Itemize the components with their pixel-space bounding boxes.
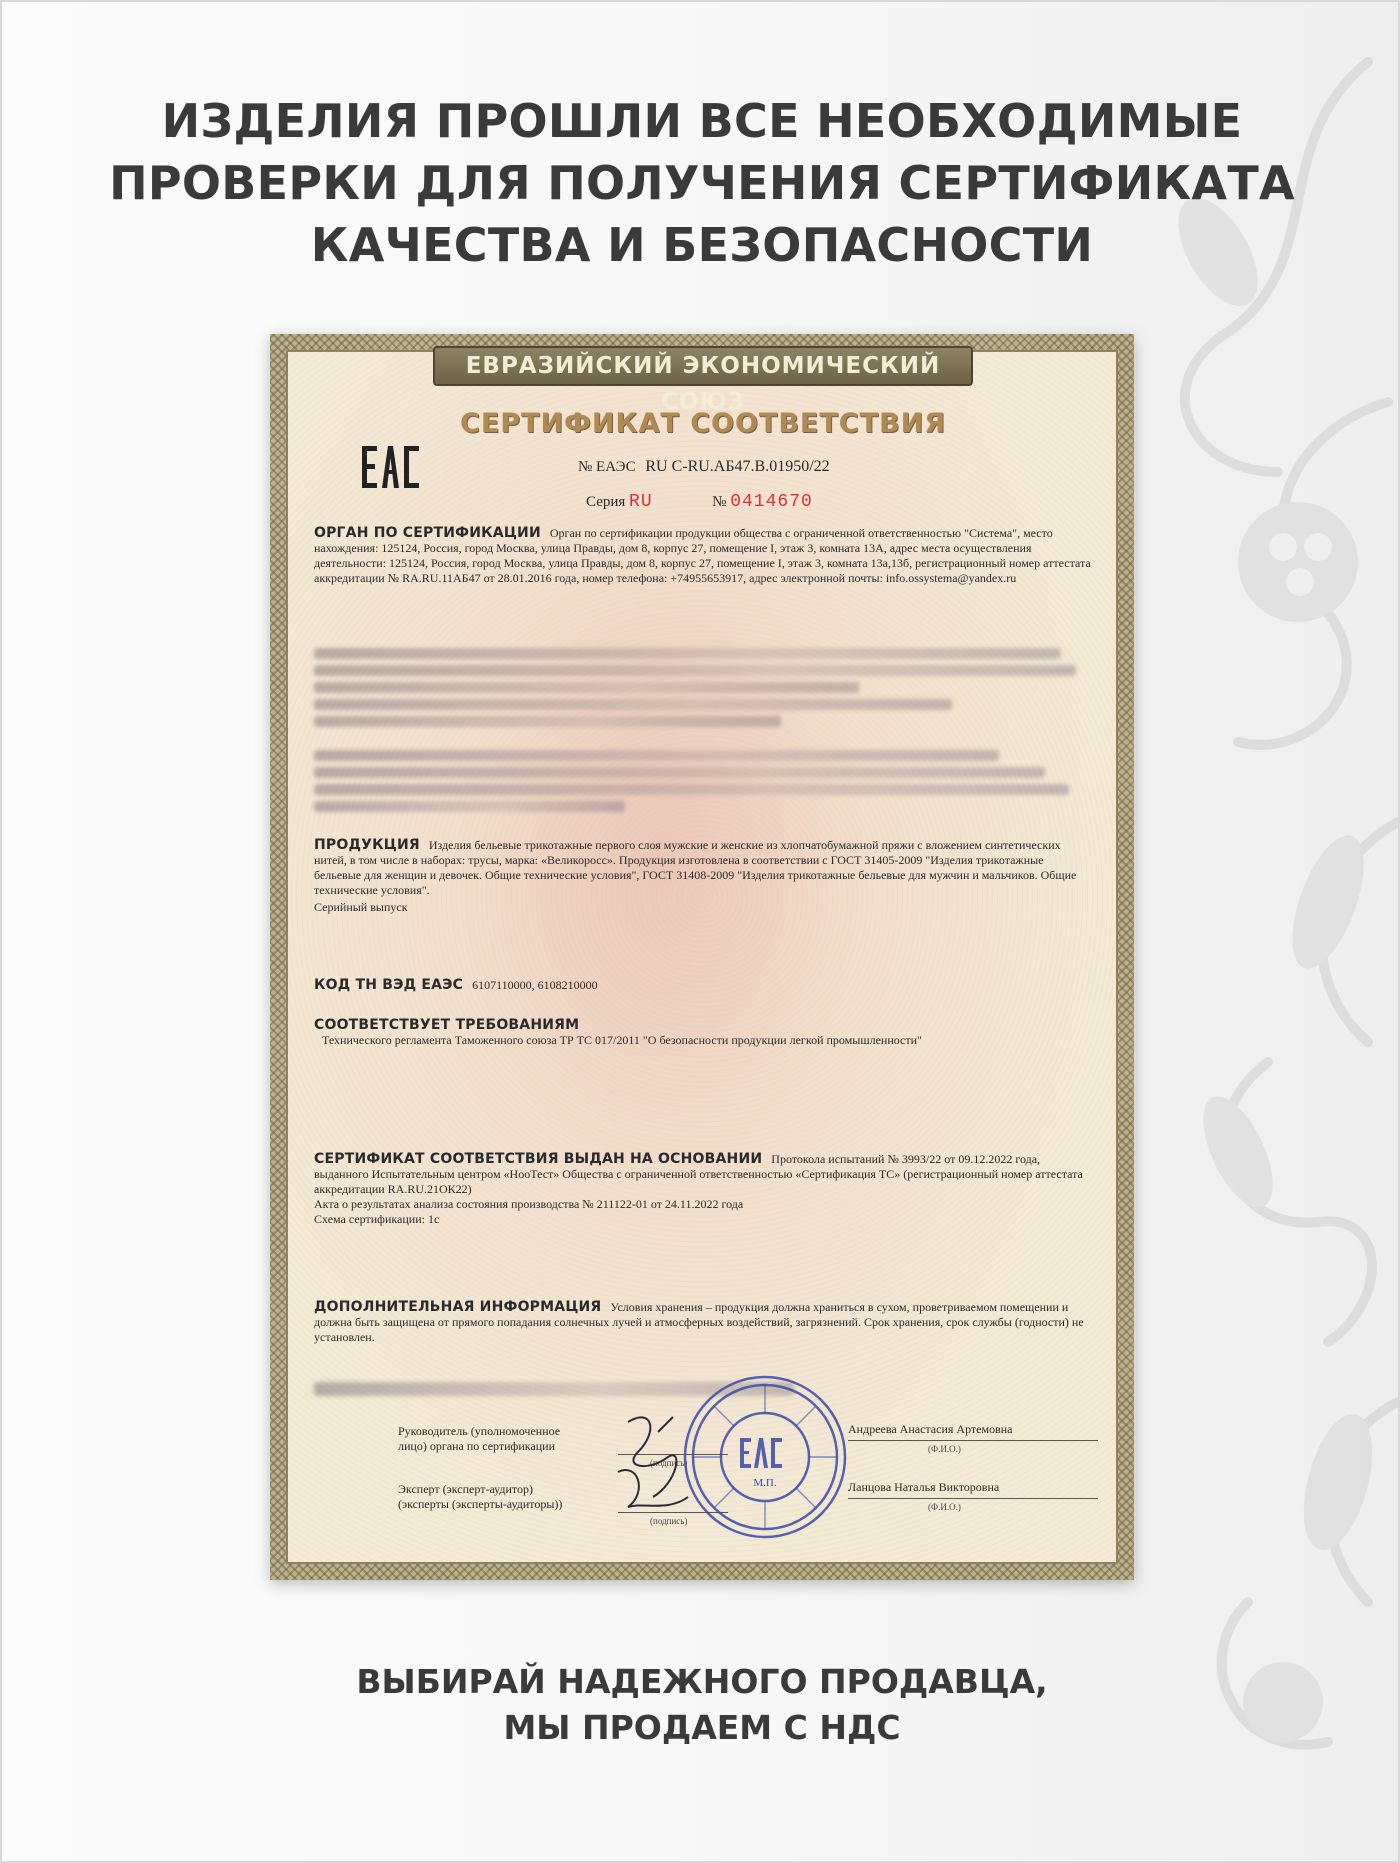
headline-line-1: ИЗДЕЛИЯ ПРОШЛИ ВСЕ НЕОБХОДИМЫЕ: [161, 94, 1243, 148]
eac-logo-icon: [360, 438, 422, 496]
expert-name: Ланцова Наталья Викторовна: [848, 1480, 1000, 1494]
footer-line-2: МЫ ПРОДАЕМ С НДС: [503, 1708, 901, 1747]
basis-text: Протокола испытаний № 3993/22 от 09.12.2022 года, выданного Испытательным центром «НооТест» Общества с ограниченной ответственностью «Сертификация ТС» (регистрационный номер аттестата аккредитации RA.RU.21ОК22): [314, 1152, 1083, 1196]
product-text: Изделия бельевые трикотажные первого слоя мужские и женские из хлопчатобумажной пряжи с вложением синтетических нитей, в том числе в наборах: трусы, марка: «Великоросс». Продукция изготовлена в соответствии с ГОСТ 31405-2009 "Изделия трикотажные бельевые для женщин и девочек. Общие технические условия", ГОСТ 31408-2009 "Изделия трикотажные бельевые для мужчин и мальчиков. Общие технические условия".: [314, 838, 1077, 897]
hs-code-label: КОД ТН ВЭД ЕАЭС: [314, 977, 464, 993]
additional-info-label: ДОПОЛНИТЕЛЬНАЯ ИНФОРМАЦИЯ: [314, 1299, 602, 1315]
seal-stamp-icon: [680, 1372, 850, 1542]
requirements-text: Технического регламента Таможенного союза ТР ТС 017/2011 "О безопасности продукции легкой промышленности": [322, 1033, 922, 1047]
signature-area: [288, 1362, 1116, 1562]
basis-section: [314, 1152, 1092, 1227]
certification-body-label: ОРГАН ПО СЕРТИФИКАЦИИ: [314, 525, 541, 541]
requirements-label: СООТВЕТСТВУЕТ ТРЕБОВАНИЯМ: [314, 1017, 580, 1033]
certificate-title: СЕРТИФИКАТ СООТВЕТСТВИЯ: [460, 408, 946, 439]
requirements-section: [314, 1018, 1092, 1048]
certificate-body: [286, 350, 1118, 1564]
additional-info-text: Условия хранения – продукция должна храниться в сухом, проветриваемом помещении и должна быть защищена от прямого попадания солнечных лучей и атмосферных воздействий, загрязнений. Срок хранения, срок службы (годности) не установлен.: [314, 1300, 1084, 1344]
headline-line-2: ПРОВЕРКИ ДЛЯ ПОЛУЧЕНИЯ СЕРТИФИКАТА: [109, 156, 1295, 210]
stamp-mp: М.П.: [753, 1477, 777, 1489]
head-name: Андреева Анастасия Артемовна: [848, 1422, 1013, 1436]
certification-body-section: [314, 526, 1092, 586]
footer-line-1: ВЫБИРАЙ НАДЕЖНОГО ПРОДАВЦА,: [356, 1662, 1048, 1701]
additional-info-section: [314, 1300, 1092, 1345]
series-row: [586, 492, 813, 512]
serial-value: 0414670: [730, 492, 813, 512]
serial-label: №: [712, 494, 727, 510]
applicant-redacted: [314, 642, 1092, 733]
hs-code-section: [314, 978, 1092, 993]
headline: [62, 90, 1342, 276]
basis-label: СЕРТИФИКАТ СООТВЕТСТВИЯ ВЫДАН НА ОСНОВАНИИ: [314, 1151, 763, 1167]
product-release: Серийный выпуск: [314, 900, 408, 914]
head-label: Руководитель (уполномоченное лицо) органа по сертификации: [398, 1424, 561, 1453]
headline-line-3: КАЧЕСТВА И БЕЗОПАСНОСТИ: [310, 218, 1094, 272]
certificate-number: RU C-RU.АБ47.В.01950/22: [645, 458, 830, 475]
basis-act: Акта о результатах анализа состояния производства № 211122-01 от 24.11.2022 года: [314, 1197, 744, 1211]
manufacturer-redacted: [314, 744, 1092, 818]
expert-sign-caption: (подпись): [650, 1516, 688, 1526]
hs-code-value: 6107110000, 6108210000: [472, 978, 598, 992]
product-section: [314, 838, 1092, 915]
head-sign-caption: (подпись): [650, 1458, 688, 1468]
expert-label: Эксперт (эксперт-аудитор) (эксперты (эксперты-аудиторы)): [398, 1482, 563, 1511]
head-fio-caption: (Ф.И.О.): [928, 1444, 961, 1454]
footer-slogan: [102, 1659, 1302, 1751]
expert-fio-caption: (Ф.И.О.): [928, 1502, 961, 1512]
certificate: [270, 334, 1134, 1580]
series-label: Серия: [586, 494, 626, 510]
union-banner: ЕВРАЗИЙСКИЙ ЭКОНОМИЧЕСКИЙ СОЮЗ: [433, 346, 973, 386]
basis-scheme: Схема сертификации: 1с: [314, 1212, 440, 1226]
product-label: ПРОДУКЦИЯ: [314, 837, 420, 853]
certificate-number-row: [578, 458, 830, 476]
series-value: RU: [629, 492, 653, 512]
number-label: № ЕАЭС: [578, 459, 636, 475]
certification-body-text: Орган по сертификации продукции общества с ограниченной ответственностью "Система", место нахождения: 125124, Россия, город Москва, улица Правды, дом 8, корпус 27, помещение I, этаж 3, комната 13А, адрес места осуществления деятельности: 125124, Россия, город Москва, улица Правды, дом 8, корпус 27, помещение I, этаж 3, комната 13а,13б, регистрационный номер аттестата аккредитации № RA.RU.11АБ47 от 28.01.2016 года, номер телефона: +74955653917, адрес электронной почты: info.ossystema@yandex.ru: [314, 526, 1091, 585]
